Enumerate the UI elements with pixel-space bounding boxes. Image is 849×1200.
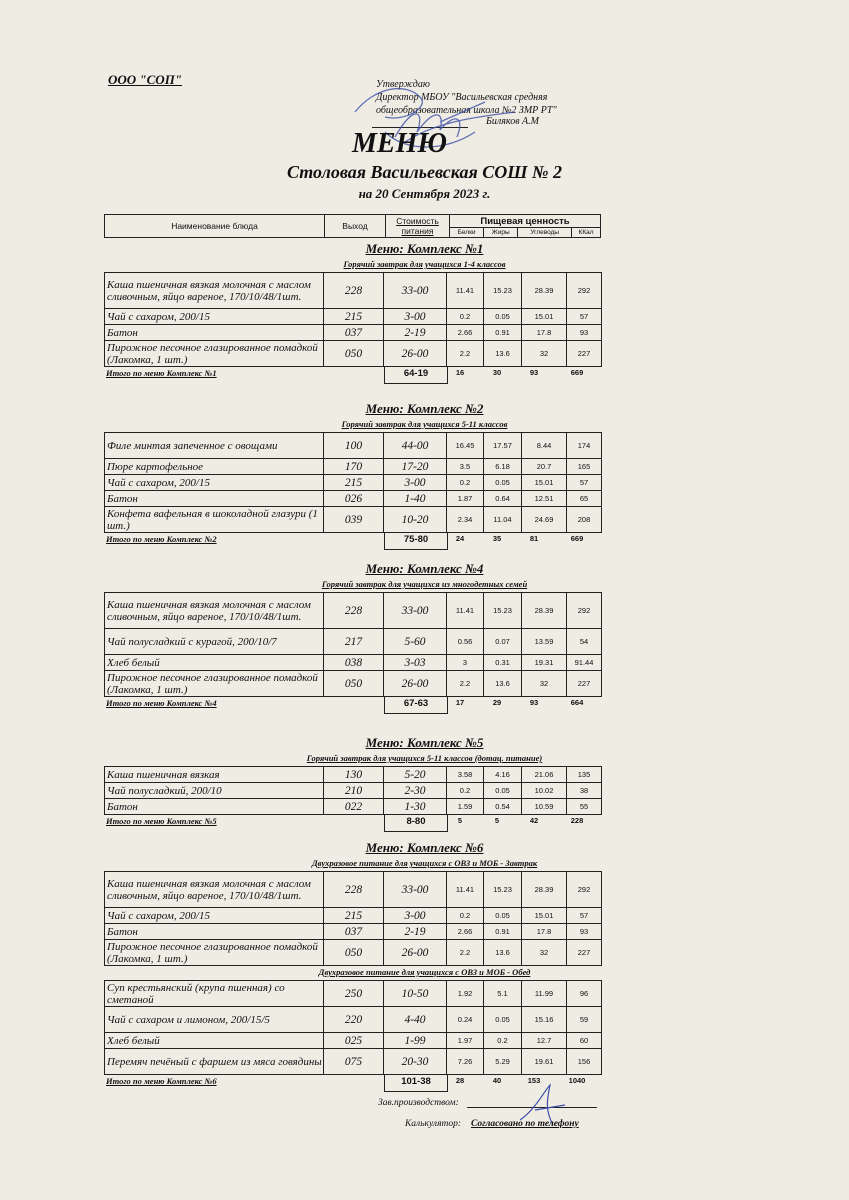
dish-output: 050	[324, 940, 384, 966]
table-row	[105, 1007, 602, 1033]
total-carbs: 42	[529, 816, 539, 825]
dish-output: 026	[324, 491, 384, 507]
section-title: Меню: Комплекс №2	[365, 401, 484, 416]
dish-name: Чай с сахаром и лимоном, 200/15/5	[105, 1007, 324, 1033]
total-kcal: 228	[570, 816, 584, 825]
approval-title: Утверждаю	[376, 79, 430, 90]
dish-cost: 3-00	[384, 908, 447, 924]
section-total-row	[104, 816, 601, 832]
table-row	[105, 629, 602, 655]
dish-proteins: 11.41	[447, 273, 484, 309]
dish-proteins: 1.87	[447, 491, 484, 507]
dish-name: Чай полусладкий с курагой, 200/10/7	[105, 629, 324, 655]
total-kcal: 669	[570, 368, 584, 377]
dish-carbs: 32	[522, 671, 567, 697]
dish-kcal: 227	[567, 341, 602, 367]
table-row	[105, 475, 602, 491]
table-row	[105, 433, 602, 459]
dish-proteins: 2.66	[447, 924, 484, 940]
table-row	[105, 981, 602, 1007]
total-carbs: 81	[529, 534, 539, 543]
dish-carbs: 13.59	[522, 629, 567, 655]
dish-kcal: 292	[567, 273, 602, 309]
dish-kcal: 227	[567, 671, 602, 697]
header-output: Выход	[325, 215, 386, 238]
section-subtitle: Горячий завтрак для учащихся 1-4 классов	[343, 259, 506, 269]
total-fats: 5	[494, 816, 500, 825]
dish-cost: 26-00	[384, 940, 447, 966]
dish-output: 075	[324, 1049, 384, 1075]
dish-cost: 4-40	[384, 1007, 447, 1033]
dish-proteins: 3	[447, 655, 484, 671]
dish-output: 215	[324, 475, 384, 491]
total-carbs: 93	[529, 698, 539, 707]
dish-carbs: 15.01	[522, 309, 567, 325]
dish-proteins: 3.5	[447, 459, 484, 475]
dish-fats: 6.18	[484, 459, 522, 475]
dish-carbs: 28.39	[522, 872, 567, 908]
dish-name: Каша пшеничная вязкая молочная с маслом сливочным, яйцо вареное, 170/10/48/1шт.	[105, 872, 324, 908]
header-nutrition: Пищевая ценность	[450, 215, 601, 228]
total-proteins: 16	[455, 368, 465, 377]
total-label: Итого по меню Комплекс №1	[106, 368, 217, 378]
total-kcal: 664	[570, 698, 584, 707]
dish-carbs: 12.7	[522, 1033, 567, 1049]
header-carbs: Углеводы	[518, 228, 572, 238]
dish-kcal: 57	[567, 908, 602, 924]
table-row	[105, 671, 602, 697]
dish-carbs: 10.59	[522, 799, 567, 815]
dish-output: 228	[324, 273, 384, 309]
dish-fats: 15.23	[484, 872, 522, 908]
dish-carbs: 32	[522, 940, 567, 966]
table-row	[105, 507, 602, 533]
organization-name: ООО "СОП"	[108, 72, 183, 87]
dish-proteins: 0.56	[447, 629, 484, 655]
total-fats: 35	[492, 534, 502, 543]
dish-cost: 26-00	[384, 341, 447, 367]
table-row	[105, 940, 602, 966]
dish-kcal: 38	[567, 783, 602, 799]
dish-output: 220	[324, 1007, 384, 1033]
dish-output: 130	[324, 767, 384, 783]
dish-kcal: 227	[567, 940, 602, 966]
dish-proteins: 2.2	[447, 341, 484, 367]
dish-proteins: 0.2	[447, 908, 484, 924]
production-label: Зав.производством:	[378, 1098, 459, 1108]
dishes-table	[104, 871, 602, 966]
dish-fats: 5.1	[484, 981, 522, 1007]
dish-proteins: 2.66	[447, 325, 484, 341]
dish-name: Суп крестьянский (крупа пшенная) со сметаной	[105, 981, 324, 1007]
calculator-value: Согласовано по телефону	[471, 1119, 579, 1129]
dish-output: 037	[324, 325, 384, 341]
section-subtitle-lunch: Двухразовое питание для учащихся с ОВЗ и МОБ - Обед	[318, 967, 531, 977]
dish-fats: 0.91	[484, 924, 522, 940]
dish-name: Чай полусладкий, 200/10	[105, 783, 324, 799]
dish-name: Батон	[105, 325, 324, 341]
dish-kcal: 93	[567, 325, 602, 341]
table-row	[105, 799, 602, 815]
total-kcal: 669	[570, 534, 584, 543]
section-title: Меню: Комплекс №1	[365, 241, 484, 256]
total-label: Итого по меню Комплекс №2	[106, 534, 217, 544]
menu-date: на 20 Сентября 2023 г.	[358, 186, 491, 201]
dish-name: Пирожное песочное глазированное помадкой (Лакомка, 1 шт.)	[105, 940, 324, 966]
dish-name: Батон	[105, 491, 324, 507]
total-fats: 40	[492, 1076, 502, 1085]
table-row	[105, 273, 602, 309]
total-proteins: 24	[455, 534, 465, 543]
dish-carbs: 28.39	[522, 593, 567, 629]
dishes-table	[104, 766, 602, 815]
dish-name: Хлеб белый	[105, 1033, 324, 1049]
dish-kcal: 93	[567, 924, 602, 940]
dish-carbs: 15.16	[522, 1007, 567, 1033]
dish-carbs: 15.01	[522, 475, 567, 491]
dish-name: Чай с сахаром, 200/15	[105, 309, 324, 325]
dish-kcal: 174	[567, 433, 602, 459]
dish-output: 215	[324, 309, 384, 325]
total-carbs: 93	[529, 368, 539, 377]
table-row	[105, 491, 602, 507]
dish-fats: 0.05	[484, 908, 522, 924]
dish-fats: 13.6	[484, 341, 522, 367]
dishes-table	[104, 980, 602, 1075]
total-fats: 30	[492, 368, 502, 377]
dish-proteins: 3.58	[447, 767, 484, 783]
dish-carbs: 10.02	[522, 783, 567, 799]
dish-output: 228	[324, 593, 384, 629]
header-dish-name: Наименование блюда	[105, 215, 325, 238]
dish-fats: 11.04	[484, 507, 522, 533]
section-title: Меню: Комплекс №6	[365, 840, 484, 855]
dish-proteins: 1.97	[447, 1033, 484, 1049]
dish-cost: 10-20	[384, 507, 447, 533]
dishes-table	[104, 432, 602, 533]
table-row	[105, 593, 602, 629]
dish-fats: 0.05	[484, 783, 522, 799]
section-subtitle: Горячий завтрак для учащихся 5-11 классов	[341, 419, 508, 429]
dish-proteins: 0.2	[447, 783, 484, 799]
table-row	[105, 459, 602, 475]
dish-cost: 5-60	[384, 629, 447, 655]
dish-carbs: 19.61	[522, 1049, 567, 1075]
dish-name: Филе минтая запеченное с овощами	[105, 433, 324, 459]
dish-output: 228	[324, 872, 384, 908]
header-fats: Жиры	[484, 228, 518, 238]
dish-carbs: 11.99	[522, 981, 567, 1007]
section-total-row	[104, 368, 601, 384]
header-proteins: Белки	[450, 228, 484, 238]
section-subtitle: Горячий завтрак для учащихся 5-11 классов (дотац. питание)	[306, 753, 543, 763]
dish-proteins: 2.2	[447, 940, 484, 966]
dish-proteins: 0.2	[447, 309, 484, 325]
table-row	[105, 1033, 602, 1049]
dish-kcal: 57	[567, 475, 602, 491]
dish-name: Каша пшеничная вязкая	[105, 767, 324, 783]
canteen-name: Столовая Васильевская СОШ № 2	[287, 162, 562, 182]
dish-proteins: 16.45	[447, 433, 484, 459]
dish-fats: 15.23	[484, 593, 522, 629]
dish-output: 215	[324, 908, 384, 924]
dish-carbs: 12.51	[522, 491, 567, 507]
total-proteins: 17	[455, 698, 465, 707]
dish-name: Каша пшеничная вязкая молочная с маслом сливочным, яйцо вареное, 170/10/48/1шт.	[105, 593, 324, 629]
dish-kcal: 59	[567, 1007, 602, 1033]
dish-kcal: 96	[567, 981, 602, 1007]
dish-carbs: 28.39	[522, 273, 567, 309]
dish-proteins: 2.2	[447, 671, 484, 697]
dish-output: 050	[324, 341, 384, 367]
document-title: МЕНЮ	[352, 128, 447, 159]
dishes-table	[104, 592, 602, 697]
dish-cost: 33-00	[384, 273, 447, 309]
table-row	[105, 908, 602, 924]
dish-carbs: 32	[522, 341, 567, 367]
dish-fats: 0.91	[484, 325, 522, 341]
header-kcal: ККал	[572, 228, 601, 238]
dish-name: Пюре картофельное	[105, 459, 324, 475]
dish-name: Хлеб белый	[105, 655, 324, 671]
dish-proteins: 11.41	[447, 872, 484, 908]
table-row	[105, 655, 602, 671]
table-row	[105, 325, 602, 341]
dish-proteins: 0.24	[447, 1007, 484, 1033]
dish-cost: 20-30	[384, 1049, 447, 1075]
dish-name: Пирожное песочное глазированное помадкой (Лакомка, 1 шт.)	[105, 671, 324, 697]
dish-carbs: 15.01	[522, 908, 567, 924]
dish-kcal: 292	[567, 872, 602, 908]
total-proteins: 28	[455, 1076, 465, 1085]
dish-carbs: 19.31	[522, 655, 567, 671]
dish-cost: 26-00	[384, 671, 447, 697]
dish-kcal: 135	[567, 767, 602, 783]
dish-kcal: 156	[567, 1049, 602, 1075]
dish-proteins: 0.2	[447, 475, 484, 491]
dish-name: Перемяч печёный с фаршем из мяса говядины	[105, 1049, 324, 1075]
dish-output: 210	[324, 783, 384, 799]
table-row	[105, 924, 602, 940]
dish-proteins: 1.59	[447, 799, 484, 815]
dish-fats: 15.23	[484, 273, 522, 309]
dish-fats: 0.64	[484, 491, 522, 507]
dish-output: 050	[324, 671, 384, 697]
dish-kcal: 292	[567, 593, 602, 629]
dish-carbs: 20.7	[522, 459, 567, 475]
dish-fats: 5.29	[484, 1049, 522, 1075]
section-total-row	[104, 698, 601, 714]
table-row	[105, 309, 602, 325]
dish-name: Каша пшеничная вязкая молочная с маслом сливочным, яйцо вареное, 170/10/48/1шт.	[105, 273, 324, 309]
dish-carbs: 21.06	[522, 767, 567, 783]
dish-fats: 0.31	[484, 655, 522, 671]
dish-cost: 1-40	[384, 491, 447, 507]
dish-cost: 17-20	[384, 459, 447, 475]
dish-name: Чай с сахаром, 200/15	[105, 475, 324, 491]
dish-fats: 13.6	[484, 940, 522, 966]
dish-carbs: 17.8	[522, 325, 567, 341]
dish-cost: 2-19	[384, 325, 447, 341]
dish-carbs: 8.44	[522, 433, 567, 459]
total-cost: 8-80	[384, 814, 448, 832]
table-row	[105, 1049, 602, 1075]
total-label: Итого по меню Комплекс №5	[106, 816, 217, 826]
dish-cost: 10-50	[384, 981, 447, 1007]
dish-carbs: 24.69	[522, 507, 567, 533]
total-kcal: 1040	[568, 1076, 586, 1085]
table-row	[105, 341, 602, 367]
total-cost: 67-63	[384, 696, 448, 714]
calculator-label: Калькулятор:	[405, 1119, 462, 1129]
dish-name: Конфета вафельная в шоколадной глазури (1 шт.)	[105, 507, 324, 533]
total-cost: 64-19	[384, 366, 448, 384]
section-title: Меню: Комплекс №4	[365, 561, 484, 576]
approval-position: Директор МБОУ "Васильевская средняя	[376, 92, 548, 103]
dish-proteins: 11.41	[447, 593, 484, 629]
dish-name: Батон	[105, 799, 324, 815]
dish-cost: 5-20	[384, 767, 447, 783]
dish-fats: 0.54	[484, 799, 522, 815]
dish-fats: 17.57	[484, 433, 522, 459]
total-proteins: 5	[457, 816, 463, 825]
dish-kcal: 55	[567, 799, 602, 815]
dish-kcal: 57	[567, 309, 602, 325]
section-subtitle: Двухразовое питание для учащихся с ОВЗ и МОБ - Завтрак	[311, 858, 538, 868]
dish-cost: 3-03	[384, 655, 447, 671]
dish-cost: 2-19	[384, 924, 447, 940]
dish-cost: 2-30	[384, 783, 447, 799]
dish-cost: 44-00	[384, 433, 447, 459]
dish-cost: 1-99	[384, 1033, 447, 1049]
dish-fats: 0.2	[484, 1033, 522, 1049]
dish-name: Батон	[105, 924, 324, 940]
dish-fats: 13.6	[484, 671, 522, 697]
dish-kcal: 65	[567, 491, 602, 507]
dish-fats: 0.05	[484, 1007, 522, 1033]
dish-cost: 3-00	[384, 309, 447, 325]
dish-proteins: 2.34	[447, 507, 484, 533]
dish-output: 250	[324, 981, 384, 1007]
dish-cost: 33-00	[384, 593, 447, 629]
table-header	[104, 214, 601, 238]
dish-fats: 4.16	[484, 767, 522, 783]
dish-kcal: 54	[567, 629, 602, 655]
total-label: Итого по меню Комплекс №6	[106, 1076, 217, 1086]
dish-output: 170	[324, 459, 384, 475]
table-row	[105, 783, 602, 799]
dish-output: 217	[324, 629, 384, 655]
dish-cost: 3-00	[384, 475, 447, 491]
dish-carbs: 17.8	[522, 924, 567, 940]
dishes-table	[104, 272, 602, 367]
total-label: Итого по меню Комплекс №4	[106, 698, 217, 708]
dish-kcal: 91.44	[567, 655, 602, 671]
dish-name: Чай с сахаром, 200/15	[105, 908, 324, 924]
dish-output: 038	[324, 655, 384, 671]
total-cost: 101-38	[384, 1074, 448, 1092]
dish-proteins: 7.26	[447, 1049, 484, 1075]
dish-name: Пирожное песочное глазированное помадкой (Лакомка, 1 шт.)	[105, 341, 324, 367]
section-total-row	[104, 534, 601, 550]
dish-output: 025	[324, 1033, 384, 1049]
section-subtitle: Горячий завтрак для учащихся из многодетных семей	[321, 579, 528, 589]
director-name: Биляков А.М	[486, 116, 539, 127]
dish-fats: 0.05	[484, 309, 522, 325]
table-row	[105, 767, 602, 783]
dish-fats: 0.05	[484, 475, 522, 491]
dish-output: 022	[324, 799, 384, 815]
dish-fats: 0.07	[484, 629, 522, 655]
table-row	[105, 872, 602, 908]
total-cost: 75-80	[384, 532, 448, 550]
header-cost: Стоимость питания	[386, 215, 450, 238]
dish-proteins: 1.92	[447, 981, 484, 1007]
dish-cost: 33-00	[384, 872, 447, 908]
dish-kcal: 60	[567, 1033, 602, 1049]
dish-output: 037	[324, 924, 384, 940]
total-fats: 29	[492, 698, 502, 707]
approval-school: общеобразовательная школа №2 ЗМР РТ"	[376, 105, 557, 116]
dish-kcal: 165	[567, 459, 602, 475]
dish-cost: 1-30	[384, 799, 447, 815]
section-title: Меню: Комплекс №5	[365, 735, 484, 750]
dish-output: 039	[324, 507, 384, 533]
dish-kcal: 208	[567, 507, 602, 533]
total-carbs: 153	[527, 1076, 541, 1085]
dish-output: 100	[324, 433, 384, 459]
